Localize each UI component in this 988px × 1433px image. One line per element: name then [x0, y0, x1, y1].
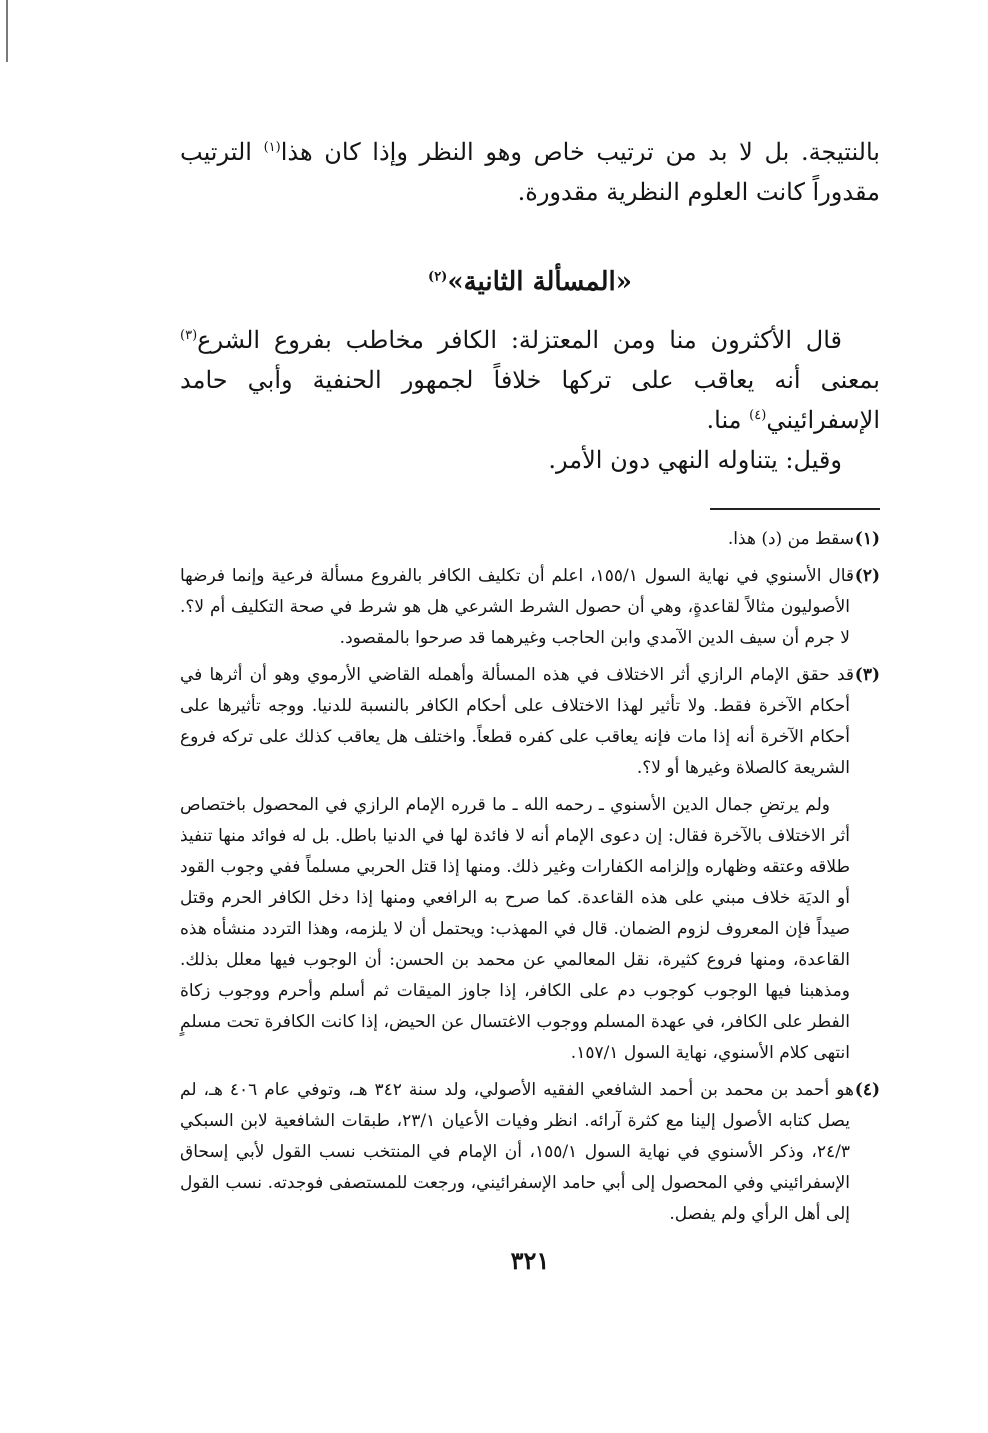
footnote-1-text: سقط من (د) هذا. [727, 529, 854, 549]
footnote-ref-2: (٢) [428, 269, 448, 285]
footnote-ref-4: (٤) [749, 408, 767, 423]
intro-paragraph [180, 132, 880, 212]
footnote-2-text: قال الأسنوي في نهاية السول ١٥٥/١، اعلم أن تكليف الكافر بالفروع مسألة فرعية وإنما فرضها الأصوليون مثالاً لقاعدةٍ، وهي أن حصول الشرط الشرعي هل هو شرط في صحة التكليف أم لا؟. لا جرم أن سيف الدين الآمدي وابن الحاجب وغيرهما قد صرحوا بالمقصود. [180, 566, 854, 648]
footnote-ref-3: (٣) [180, 328, 198, 343]
book-page [180, 132, 880, 1275]
footnote-1 [180, 524, 880, 555]
main-paragraph-1 [180, 320, 880, 440]
footnote-4-number: (٤) [854, 1080, 880, 1100]
footnote-2 [180, 561, 880, 654]
section-title: «المسألة الثانية» [447, 267, 632, 297]
footnote-1-number: (١) [854, 529, 880, 549]
main-text-3: منا. [706, 406, 750, 434]
intro-text-1: بالنتيجة. بل لا بد من ترتيب خاص وهو النظر وإذا كان هذا [280, 138, 880, 166]
footnote-4 [180, 1075, 880, 1230]
intro-text-2: الترتيب مقدوراً كانت العلوم النظرية مقدورة. [180, 138, 880, 206]
footnote-divider [710, 508, 880, 510]
footnote-4-text: هو أحمد بن محمد بن أحمد الشافعي الفقيه الأصولي، ولد سنة ٣٤٢ هـ، وتوفي عام ٤٠٦ هـ، لم يصل كتابه الأصول إلينا مع كثرة آرائه. انظر وفيات الأعيان ٢٣/١، طبقات الشافعية لابن السبكي ٢٤/٣، وذكر الأسنوي في نهاية السول ١٥٥/١، أن الإمام في المنتخب نسب القول لأبي إسحاق الإسفرائيني وفي المحصول إلى أبي حامد الإسفرائيني، ورجعت للمستصفى فوجدته. نسب القول إلى أهل الرأي ولم يفصل. [180, 1080, 854, 1224]
page-number: ٣٢١ [510, 1246, 550, 1275]
scan-edge-line [6, 0, 8, 62]
footnote-3 [180, 660, 880, 784]
section-heading [180, 260, 880, 304]
main-text-1: قال الأكثرون منا ومن المعتزلة: الكافر مخاطب بفروع الشرع [197, 326, 842, 354]
main-text-2: بمعنى أنه يعاقب على تركها خلافاً لجمهور الحنفية وأبي حامد الإسفرائيني [180, 366, 880, 434]
footnote-ref-1: (١) [263, 140, 281, 155]
main-paragraph-2: وقيل: يتناوله النهي دون الأمر. [548, 446, 842, 474]
footnote-divider-wrap [180, 508, 880, 510]
footnotes [180, 524, 880, 1230]
footnote-3-continuation: ولم يرتضِ جمال الدين الأسنوي ـ رحمه الله ـ ما قرره الإمام الرازي في المحصول باختصاص أثر الاختلاف بالآخرة فقال: إن دعوى الإمام أنه لا فائدة لها في الدنيا باطل. بل له فوائد منها تنفيذ طلاقه وعتقه وظهاره وإلزامه الكفارات وغير ذلك. ومنها إذا قتل الحربي مسلماً ففي وجوب القود أو الديَة خلاف مبني على هذه القاعدة. كما صرح به الرافعي ومنها إذا دخل الكافر الحرم وقتل صيداً فإن المعروف لزوم الضمان. قال في المهذب: ويحتمل أن لا يلزمه، وهذا التردد منشأه هذه القاعدة، ومنها فروع كثيرة، نقل المعالمي عن محمد بن الحسن: أن الوجوب فيها معلل بذلك. ومذهبنا فيها الوجوب كوجوب دم على الكافر، إذا جاوز الميقات ثم أسلم وأحرم ووجوب زكاة الفطر على الكافر، في عهدة المسلم ووجوب الاغتسال عن الحيض، إذا كانت الكافرة تحت مسلمٍ انتهى كلام الأسنوي، نهاية السول ١٥٧/١. [180, 795, 850, 1063]
main-text [180, 320, 880, 480]
footnote-3-text: قد حقق الإمام الرازي أثر الاختلاف في هذه المسألة وأهمله القاضي الأرموي وهو أن أثرها في أحكام الآخرة فقط. ولا تأثير لهذا الاختلاف على أحكام الكافر بالنسبة للدنيا. ووجه تأثيرها على أحكام الآخرة أنه إذا مات فإنه يعاقب على كفره قطعاً. واختلف هل يعاقب كذلك على تركه فروع الشريعة كالصلاة وغيرها أو لا؟. [180, 665, 854, 778]
footnote-2-number: (٢) [854, 566, 880, 586]
footnote-3-number: (٣) [854, 665, 880, 685]
